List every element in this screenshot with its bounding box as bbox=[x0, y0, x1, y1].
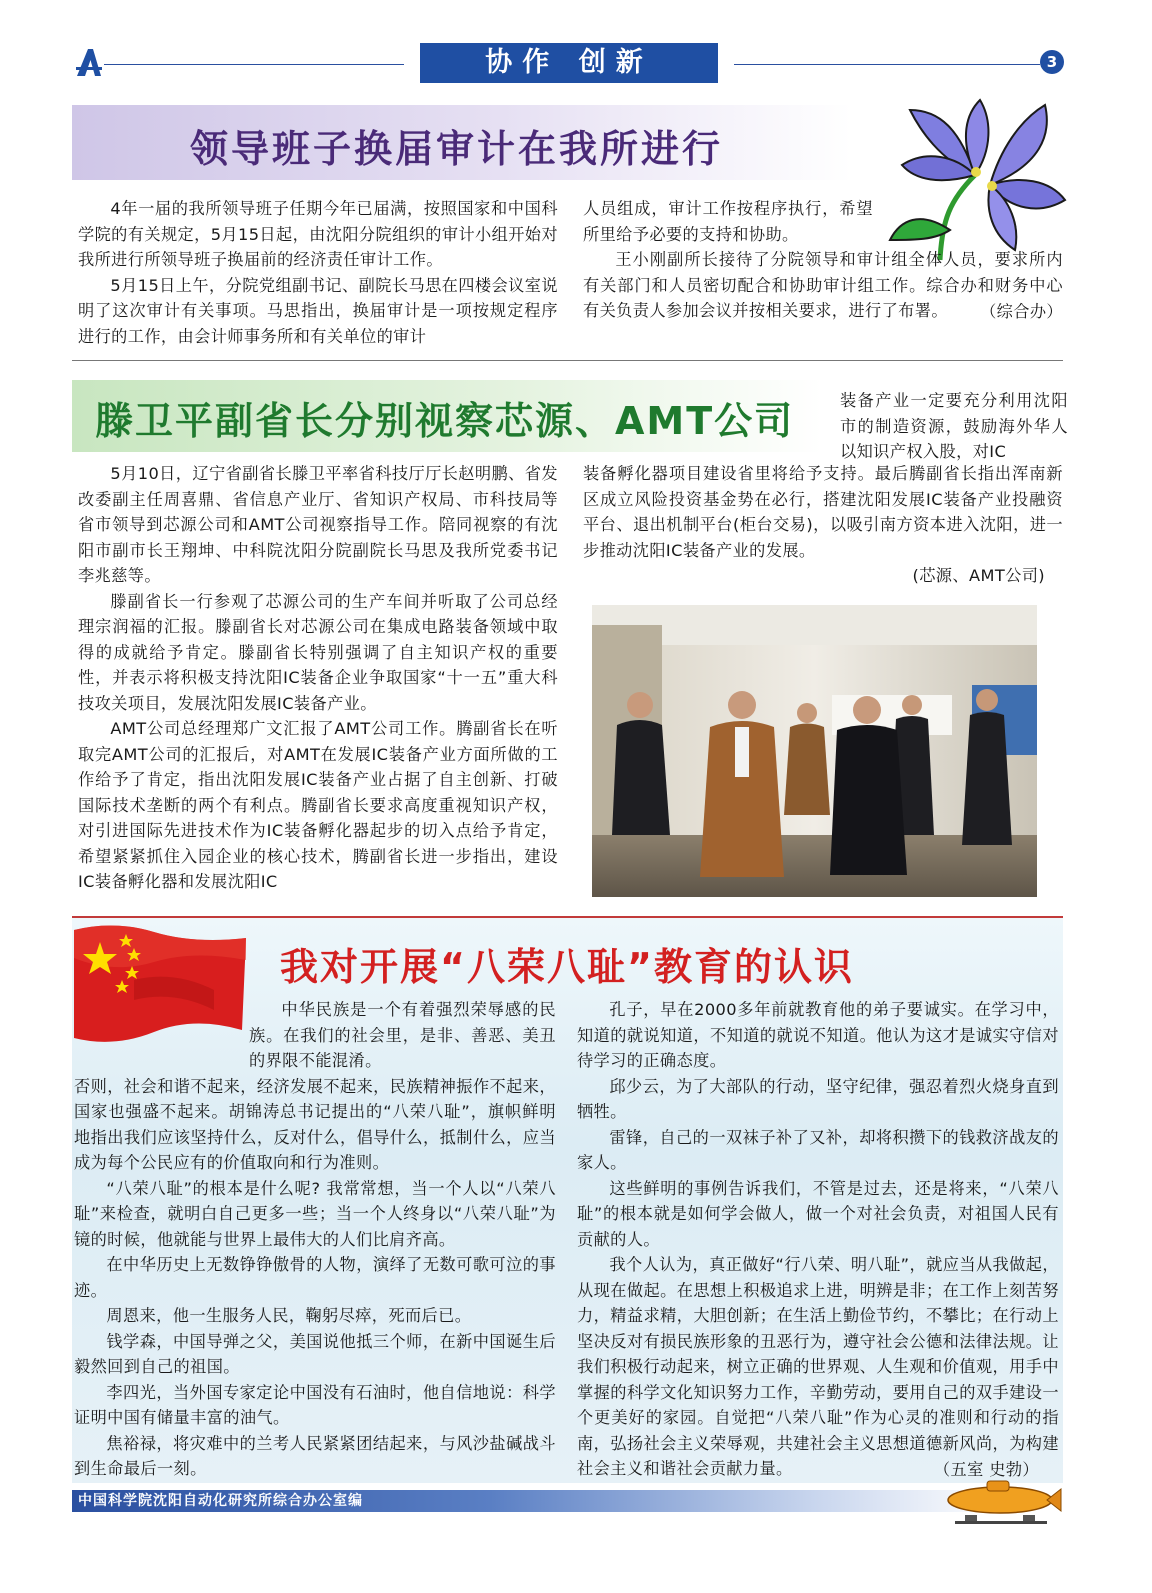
article2-paragraph: 滕副省长一行参观了芯源公司的生产车间并听取了公司总经理宗润福的汇报。滕副省长对芯源公司在集成电路装备领域中取得的成就给予肯定。滕副省长特别强调了自主知识产权的重要性，并表示将积极支持沈阳IC装备企业争取国家“十一五”重大科技攻关项目，发展沈阳发展IC装备产业。 bbox=[78, 591, 558, 713]
article3-paragraph: 雷锋，自己的一双袜子补了又补，却将积攒下的钱救济战友的家人。 bbox=[577, 1127, 1059, 1172]
page-number: 3 bbox=[1040, 50, 1064, 74]
article1-column-left bbox=[78, 196, 558, 349]
article2-column-right bbox=[583, 461, 1063, 589]
article3-column-right bbox=[577, 997, 1059, 1482]
article1-paragraph: 4年一届的我所领导班子任期今年已届满，按照国家和中国科学院的有关规定，5月15日起，由沈阳分院组织的审计小组开始对我所进行所领导班子换届前的经济责任审计工作。 bbox=[78, 199, 558, 269]
header-rule-left bbox=[104, 64, 404, 65]
article3-paragraph: 我个人认为，真正做好“行八荣、明八耻”，就应当从我做起，从现在做起。在思想上积极追求上进，明辨是非；在工作上刻苦努力，精益求精，大胆创新；在生活上勤俭节约，不攀比；在行动上坚决反对有损民族形象的丑恶行为，遵守社会公德和法律法规。让我们积极行动起来，树立正确的世界观、人生观和价值观，用手中掌握的科学文化知识努力工作，辛勤劳动，要用自己的双手建设一个更美好的家园。自觉把“八荣八耻”作为心灵的准则和行动的指南，弘扬社会主义荣辱观，共建社会主义思想道德新风尚，为构建社会主义和谐社会贡献力量。 bbox=[577, 1255, 1059, 1478]
header-rule-right bbox=[734, 64, 1040, 65]
article1-title: 领导班子换届审计在我所进行 bbox=[190, 127, 724, 171]
article3-paragraph: 邱少云，为了大部队的行动，坚守纪律，强忍着烈火烧身直到牺牲。 bbox=[577, 1076, 1059, 1121]
article2-paragraph: 5月10日，辽宁省副省长滕卫平率省科技厅厅长赵明鹏、省发改委副主任周喜鼎、省信息产业厅、省知识产权局、市科技局等省市领导到芯源公司和AMT公司视察指导工作。陪同视察的有沈阳市副市长王翔坤、中科院沈阳分院副院长马思及我所党委书记李兆慈等。 bbox=[78, 464, 558, 585]
article2-column-left bbox=[78, 461, 558, 895]
inspection-photo bbox=[592, 605, 1037, 897]
institute-logo bbox=[74, 46, 104, 78]
article2-paragraph: AMT公司总经理郑广文汇报了AMT公司工作。腾副省长在听取完AMT公司的汇报后，对AMT在发展IC装备产业方面所做的工作给予了肯定，指出沈阳发展IC装备产业占据了自主创新、打破国际技术垄断的两个有利点。腾副省长要求高度重视知识产权，对引进国际先进技术作为IC装备孵化器起步的切入点给予肯定，希望紧紧抓住入园企业的核心技术，腾副省长进一步指出，建设IC装备孵化器和发展沈阳IC bbox=[78, 719, 558, 891]
article3-paragraph: 孔子，早在2000多年前就教育他的弟子要诚实。在学习中，知道的就说知道，不知道的就说不知道。他认为这才是诚实守信对待学习的正确态度。 bbox=[577, 1000, 1059, 1070]
article1-paragraph: 5月15日上午，分院党组副书记、副院长马思在四楼会议室说明了这次审计有关事项。马思指出，换届审计是一项按规定程序进行的工作，由会计师事务所和有关单位的审计 bbox=[78, 275, 558, 346]
article3-column-left bbox=[74, 997, 556, 1482]
article2-side-text bbox=[840, 388, 1068, 465]
article1-paragraph: 人员组成，审计工作按程序执行，希望所里给予必要的支持和协助。 bbox=[583, 199, 873, 244]
footer-text: 中国科学院沈阳自动化研究所综合办公室编 bbox=[78, 1493, 363, 1509]
article-divider bbox=[72, 360, 1063, 361]
article3-paragraph: 这些鲜明的事例告诉我们，不管是过去，还是将来，“八荣八耻”的根本就是如何学会做人，做一个对社会负责，对祖国人民有贡献的人。 bbox=[577, 1178, 1059, 1249]
article1-signature: （综合办） bbox=[980, 301, 1063, 321]
article2-paragraph: 装备孵化器项目建设省里将给予支持。最后腾副省长指出浑南新区成立风险投资基金势在必行，搭建沈阳发展IC装备产业投融资平台、退出机制平台(柜台交易)，以吸引南方资本进入沈阳，进一步推动沈阳IC装备产业的发展。 bbox=[583, 464, 1063, 560]
article3-paragraph: 周恩来，他一生服务人民，鞠躬尽瘁，死而后已。 bbox=[106, 1306, 472, 1325]
article2-paragraph: 装备产业一定要充分利用沈阳市的制造资源，鼓励海外华人以知识产权入股，对IC bbox=[840, 391, 1068, 461]
article3-paragraph: 钱学森，中国导弹之父，美国说他抵三个师，在新中国诞生后毅然回到自己的祖国。 bbox=[74, 1331, 556, 1376]
article3-title: 我对开展“八荣八耻”教育的认识 bbox=[280, 945, 854, 989]
article3-paragraph: 在中华历史上无数铮铮傲骨的人物，演绎了无数可歌可泣的事迹。 bbox=[74, 1255, 556, 1300]
submarine-illustration bbox=[935, 1475, 1065, 1525]
article1-column-right bbox=[583, 196, 1063, 324]
article3-paragraph: 否则，社会和谐不起来，经济发展不起来，民族精神振作不起来，国家也强盛不起来。胡锦涛总书记提出的“八荣八耻”，旗帜鲜明地指出我们应该坚持什么，反对什么，倡导什么，抵制什么，应当成为每个公民应有的价值取向和行为准则。 bbox=[74, 1076, 556, 1172]
article2-signature: (芯源、AMT公司) bbox=[912, 566, 1045, 585]
article2-title: 滕卫平副省长分别视察芯源、AMT公司 bbox=[95, 399, 795, 443]
article3-paragraph: 李四光，当外国专家定论中国没有石油时，他自信地说：科学证明中国有储量丰富的油气。 bbox=[74, 1382, 556, 1427]
article3-signature: （五室 史勃） bbox=[933, 1459, 1039, 1479]
article3-paragraph: 焦裕禄，将灾难中的兰考人民紧紧团结起来，与风沙盐碱战斗到生命最后一刻。 bbox=[74, 1433, 556, 1478]
article3-paragraph: 中华民族是一个有着强烈荣辱感的民族。在我们的社会里，是非、善恶、美丑的界限不能混淆。 bbox=[249, 1000, 556, 1070]
section-banner: 协作 创新 bbox=[420, 43, 718, 83]
article1-paragraph: 王小刚副所长接待了分院领导和审计组全体人员，要求所内有关部门和人员密切配合和协助审计组工作。综合办和财务中心有关负责人参加会议并按相关要求，进行了布署。 bbox=[583, 250, 1063, 320]
article3-paragraph: “八荣八耻”的根本是什么呢? 我常常想，当一个人以“八荣八耻”来检查，就明白自己更多一些；当一个人终身以“八荣八耻”为镜的时候，他就能与世界上最伟大的人们比肩齐高。 bbox=[74, 1178, 556, 1249]
